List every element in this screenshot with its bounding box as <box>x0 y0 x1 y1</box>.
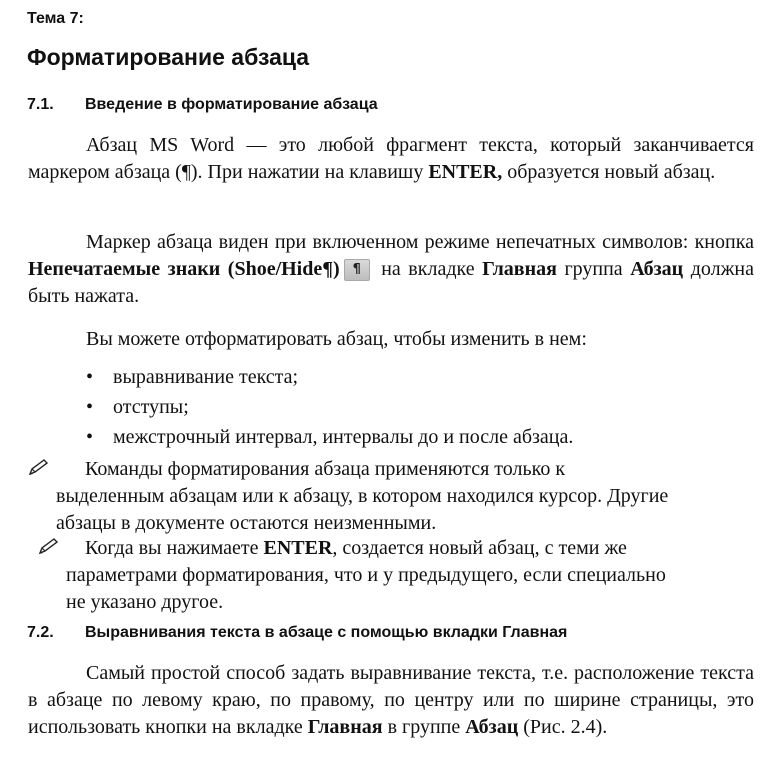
paragraph-2 <box>28 229 754 310</box>
bullet-icon: • <box>86 426 94 448</box>
paragraph-text: группа <box>556 258 631 280</box>
section-7-2-heading <box>27 624 567 642</box>
section-7-1-heading <box>27 96 378 114</box>
paragraph-text: образуется новый абзац. <box>502 161 716 183</box>
paragraph-text: Самый простой способ задать выравнивание текста, т.е. расположение текста в абзаце по левому краю, по правому, по центру или по ширине страницы, это использовать кнопки на вкладке <box>28 662 754 738</box>
bold-term: Главная <box>482 258 557 280</box>
paragraph-1 <box>28 132 754 186</box>
bold-key: ENTER, <box>428 161 503 183</box>
paragraph-text: (Рис. 2.4). <box>518 716 608 738</box>
bullet-list <box>86 364 573 454</box>
paragraph-3: Вы можете отформатировать абзац, чтобы изменить в нем: <box>86 328 587 350</box>
list-item: • выравнивание текста; <box>86 364 573 394</box>
show-hide-button-icon: ¶ <box>344 259 370 281</box>
section-number: 7.2. <box>27 624 54 641</box>
paragraph-text: должна быть нажата. <box>28 258 755 307</box>
topic-label: Тема 7: <box>27 10 84 27</box>
section-title: Выравнивания текста в абзаце с помощью вкладки Главная <box>85 624 568 641</box>
paragraph-text: на вкладке <box>373 258 483 280</box>
bold-term: Главная <box>307 716 383 738</box>
list-item: • межстрочный интервал, интервалы до и после абзаца. <box>86 424 573 454</box>
pencil-icon <box>38 537 60 555</box>
bold-term: Абзац <box>630 258 684 280</box>
bold-term: Непечатаемые знаки (Shoe/Hide¶) <box>28 258 340 280</box>
paragraph-text: Маркер абзаца виден при включенном режиме непечатных символов: кнопка <box>86 231 754 253</box>
list-item: • отступы; <box>86 394 573 424</box>
bold-term: Абзац <box>465 716 519 738</box>
page-title: Форматирование абзаца <box>27 44 310 70</box>
bullet-icon: • <box>86 366 94 388</box>
note-2: Когда вы нажимаете ENTER, создается новый абзац, с теми же параметрами форматирования, что и у предыдущего, если специально не указано другое. <box>38 535 758 616</box>
note-1: Команды форматирования абзаца применяются только к выделенным абзацам или к абзацу, в котором находился курсор. Другие абзацы в документе остаются неизменными. <box>28 456 758 537</box>
paragraph-4 <box>28 660 754 741</box>
paragraph-text: Абзац MS Word — это любой фрагмент текста, который заканчивается маркером абзаца (¶). При нажатии на клавишу <box>28 134 754 183</box>
paragraph-text: в группе <box>382 716 466 738</box>
section-title: Введение в форматирование абзаца <box>85 96 378 113</box>
bullet-icon: • <box>86 396 94 418</box>
pencil-icon <box>28 458 50 476</box>
section-number: 7.1. <box>27 96 54 113</box>
